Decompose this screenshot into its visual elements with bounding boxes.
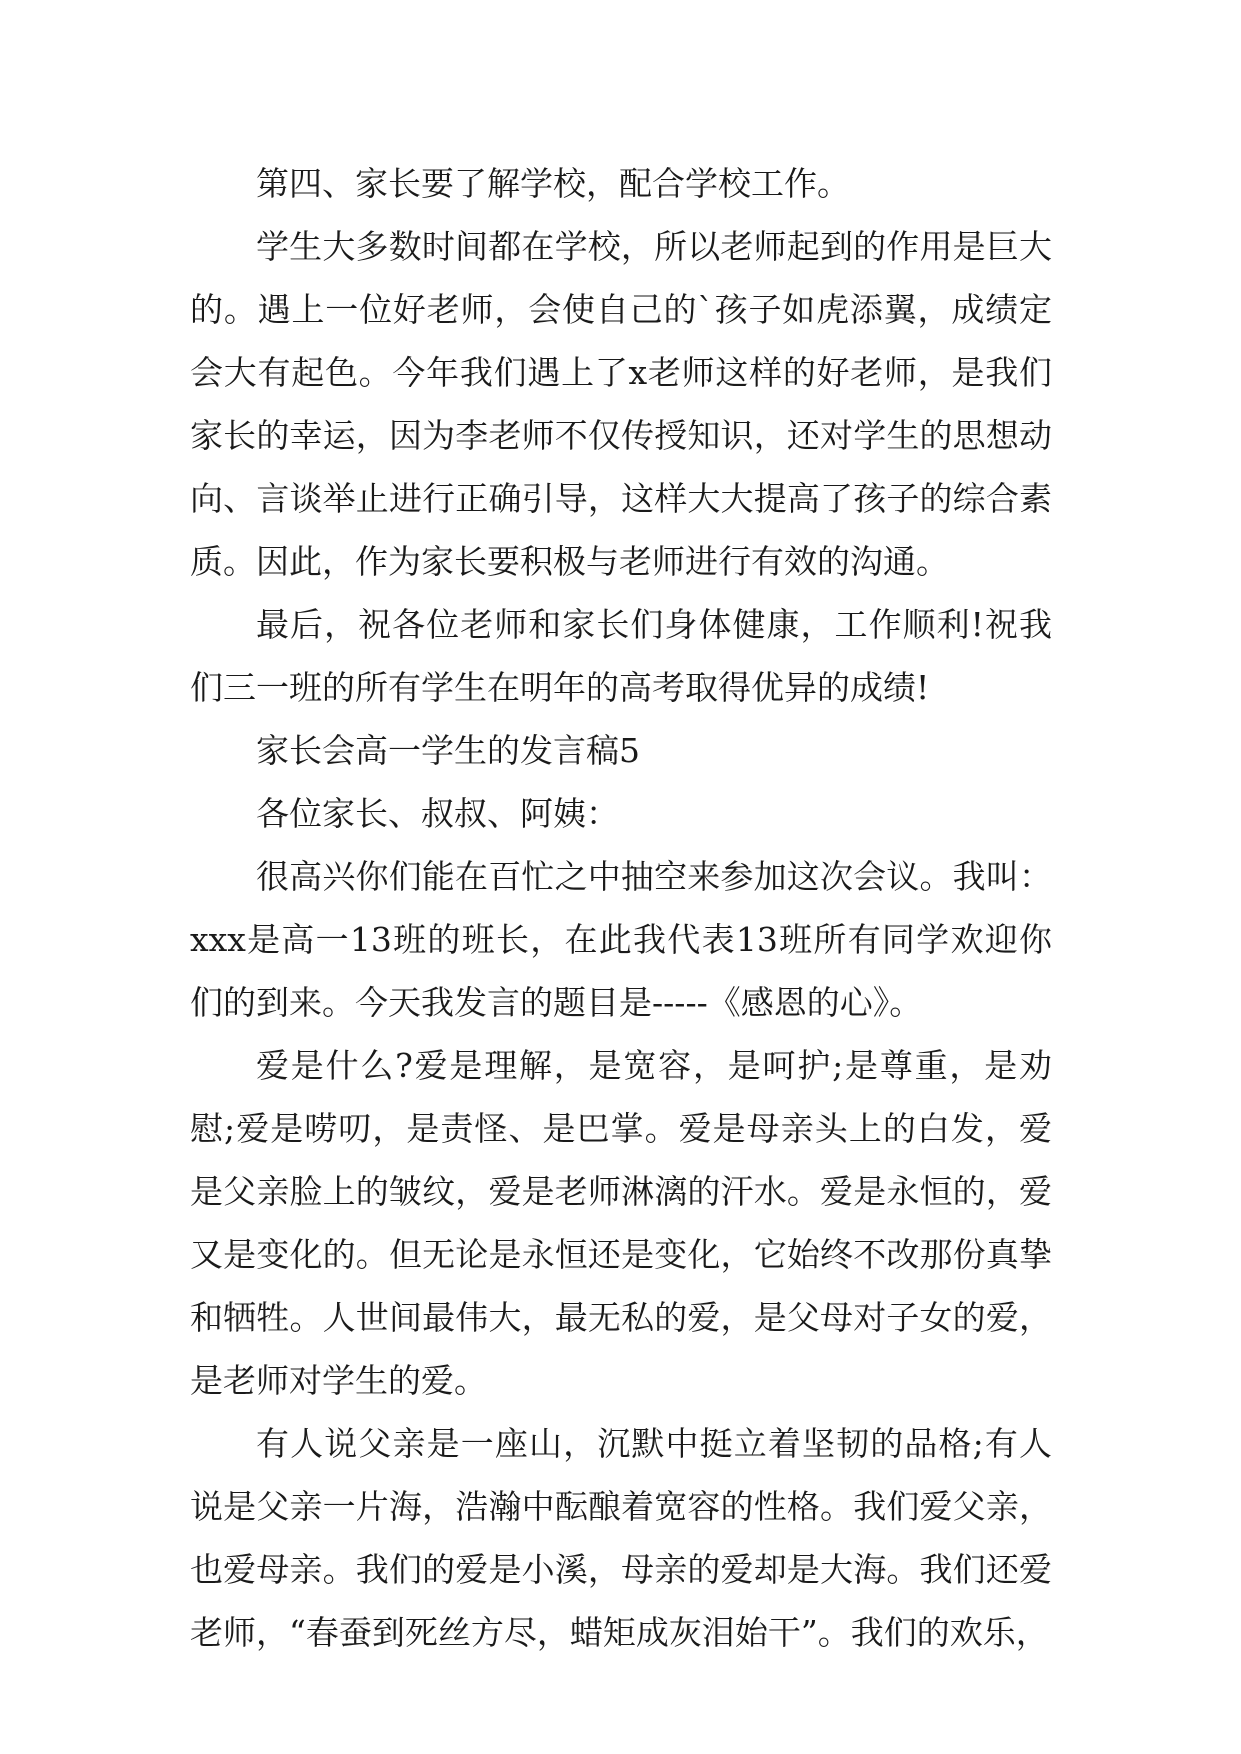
paragraph-2: 学生大多数时间都在学校，所以老师起到的作用是巨大的。遇上一位好老师，会使自己的`孩子如虎添翼，成绩定会大有起色。今年我们遇上了x老师这样的好老师，是我们家长的幸运，因为李老师不仅传授知识，还对学生的思想动向、言谈举止进行正确引导，这样大大提高了孩子的综合素质。因此，作为家长要积极与老师进行有效的沟通。 [190, 227, 1052, 581]
paragraph-8: 有人说父亲是一座山，沉默中挺立着坚韧的品格;有人说是父亲一片海，浩瀚中酝酿着宽容的性格。我们爱父亲，也爱母亲。我们的爱是小溪，母亲的爱却是大海。我们还爱老师，“春蚕到死丝方尽，蜡矩成灰泪始干”。我们的欢乐， [190, 1424, 1052, 1652]
document-body [190, 152, 1052, 1664]
section-heading: 家长会高一学生的发言稿5 [256, 731, 640, 770]
salutation: 各位家长、叔叔、阿姨： [256, 794, 619, 833]
paragraph-6: 很高兴你们能在百忙之中抽空来参加这次会议。我叫：xxx是高一13班的班长，在此我代表13班所有同学欢迎你们的到来。今天我发言的题目是-----《感恩的心》。 [190, 857, 1052, 1022]
paragraph-1: 第四、家长要了解学校，配合学校工作。 [256, 164, 850, 203]
paragraph-3: 最后，祝各位老师和家长们身体健康，工作顺利!祝我们三一班的所有学生在明年的高考取得优异的成绩! [190, 605, 1052, 707]
paragraph-7: 爱是什么?爱是理解，是宽容，是呵护;是尊重，是劝慰;爱是唠叨，是责怪、是巴掌。爱是母亲头上的白发，爱是父亲脸上的皱纹，爱是老师淋漓的汗水。爱是永恒的，爱又是变化的。但无论是永恒还是变化，它始终不改那份真挚和牺牲。人世间最伟大，最无私的爱，是父母对子女的爱，是老师对学生的爱。 [190, 1046, 1052, 1400]
